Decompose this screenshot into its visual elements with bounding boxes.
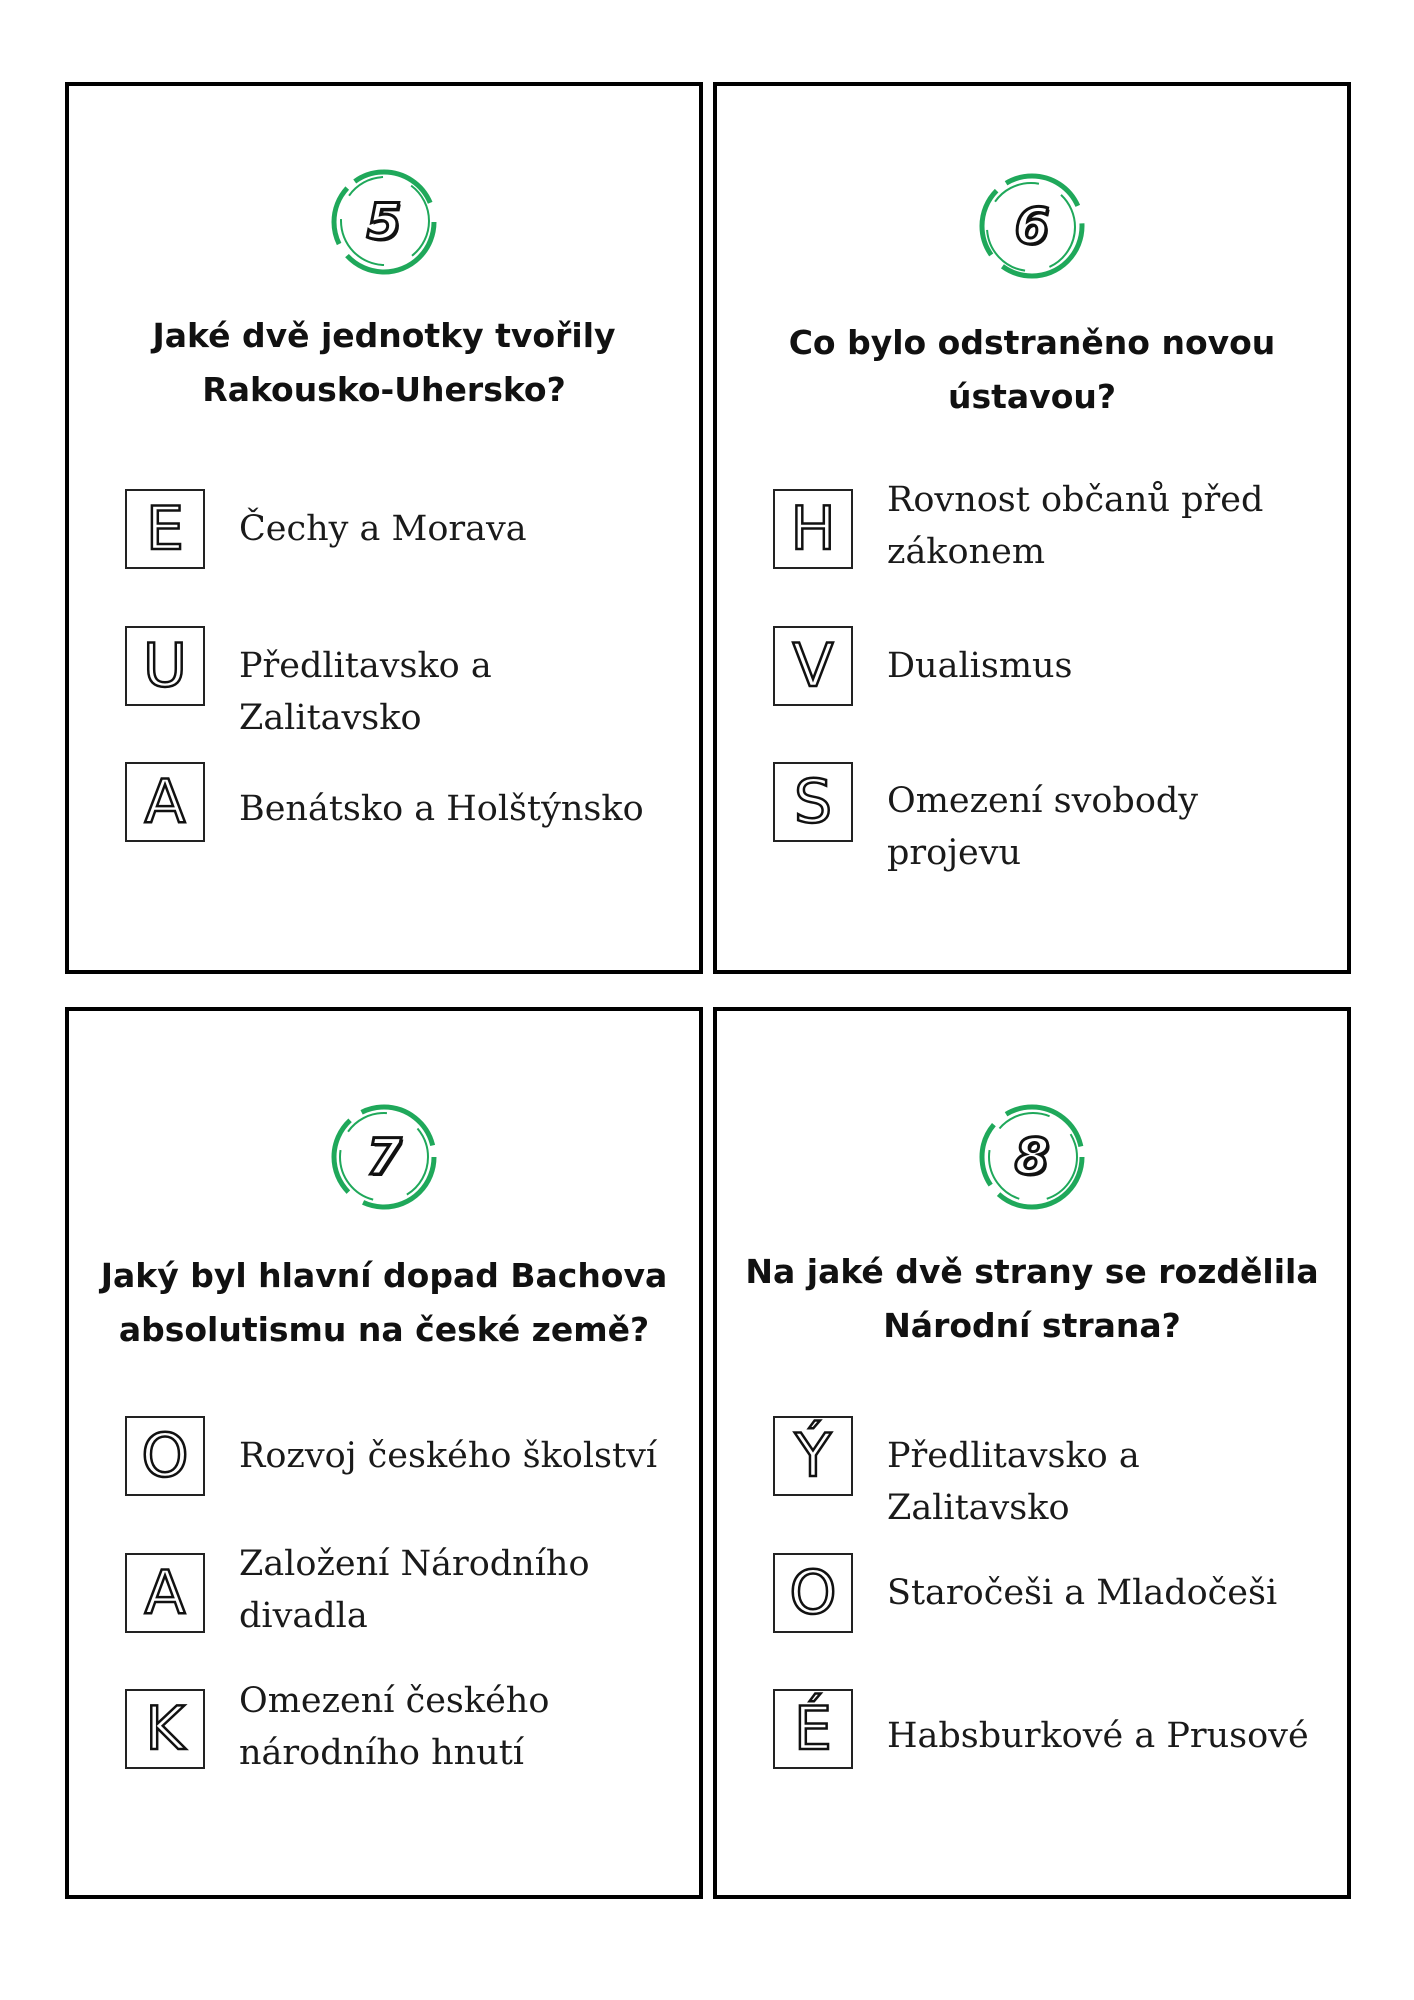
answer-text: Staročeši a Mladočeši <box>887 1573 1278 1613</box>
number-badge <box>328 166 440 278</box>
answer-text: Rovnost občanů před zákonem <box>887 480 1264 572</box>
answer-text: Založení Národního divadla <box>239 1544 590 1636</box>
card-number: 6 <box>1014 197 1050 255</box>
quiz-card-5 <box>65 82 703 974</box>
number-badge <box>328 1101 440 1213</box>
number-badge <box>976 1101 1088 1213</box>
answer-letter-box: A <box>125 1553 205 1633</box>
answer-letter-box: Ý <box>773 1416 853 1496</box>
question-text: Jaký byl hlavní dopad Bachova absolutismu na české země? <box>100 1256 668 1349</box>
answer-letter-box: V <box>773 626 853 706</box>
question-text: Jaké dvě jednotky tvořily Rakousko-Uhersko? <box>152 316 616 409</box>
number-badge <box>976 170 1088 282</box>
quiz-card-6 <box>713 82 1351 974</box>
answer-text: Dualismus <box>887 646 1073 686</box>
answer-text: Čechy a Morava <box>239 509 527 549</box>
card-number: 7 <box>366 1128 402 1186</box>
answer-text: Omezení svobody projevu <box>887 781 1199 873</box>
answer-text: Předlitavsko a Zalitavsko <box>239 646 492 738</box>
question-text: Na jaké dvě strany se rozdělila Národní strana? <box>745 1252 1319 1345</box>
answer-text: Habsburkové a Prusové <box>887 1716 1309 1756</box>
answer-text: Rozvoj českého školství <box>239 1436 658 1476</box>
answer-letter-box: H <box>773 489 853 569</box>
answer-letter-box: A <box>125 762 205 842</box>
question-text: Co bylo odstraněno novou ústavou? <box>788 323 1276 416</box>
answer-letter-box: O <box>125 1416 205 1496</box>
answer-text: Benátsko a Holštýnsko <box>239 789 644 829</box>
quiz-card-7 <box>65 1007 703 1899</box>
card-number: 5 <box>366 193 402 251</box>
card-number: 8 <box>1014 1128 1050 1186</box>
answer-letter-box: O <box>773 1553 853 1633</box>
answer-text: Omezení českého národního hnutí <box>239 1681 550 1773</box>
answer-letter-box: K <box>125 1689 205 1769</box>
answer-letter-box: U <box>125 626 205 706</box>
answer-letter-box: É <box>773 1689 853 1769</box>
answer-text: Předlitavsko a Zalitavsko <box>887 1436 1140 1528</box>
answer-letter-box: E <box>125 489 205 569</box>
quiz-card-8 <box>713 1007 1351 1899</box>
answer-letter-box: S <box>773 762 853 842</box>
